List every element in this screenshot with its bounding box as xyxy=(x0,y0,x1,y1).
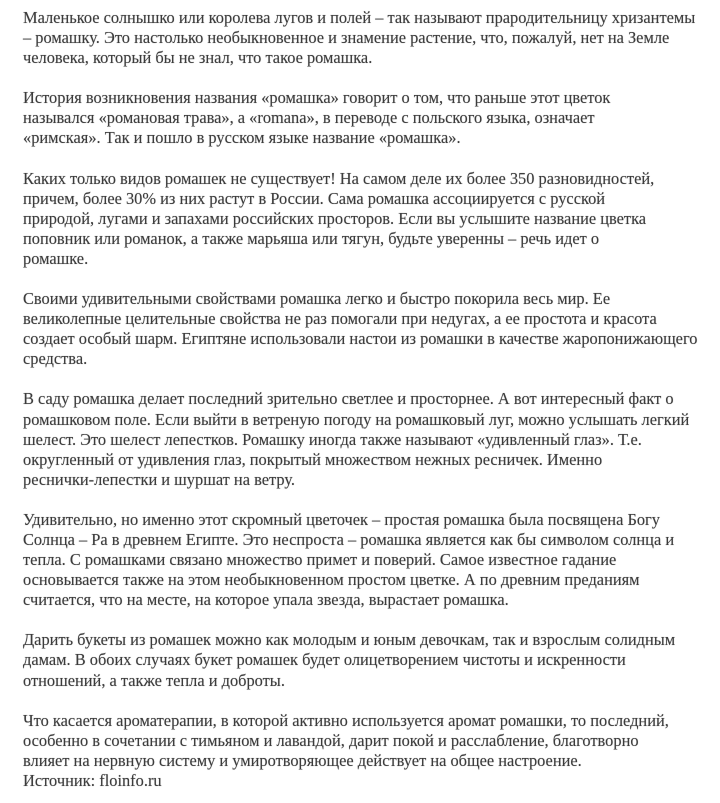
paragraph-3: Каких только видов ромашек не существует! На самом деле их более 350 разновидностей, причем, более 30% из них растут в России. Сама ромашка ассоциируется с русской природой, лугами и запахами российских просторов. Если вы услышите название цветка поповник или романок, а также марьяша или тягун, будьте уверенны – речь идет о ромашке. xyxy=(23,168,655,268)
paragraph-1: Маленькое солнышко или королева лугов и полей – так называют прародительницу хризантемы – ромашку. Это настолько необыкновенное и знамение растение, что, пожалуй, нет на Земле человека, который бы не знал, что такое ромашка. xyxy=(23,8,696,68)
paragraph-2: История возникновения названия «ромашка» говорит о том, что раньше этот цветок назывался «романовая трава», а «romana», в переводе с польского языка, означает «римская». Так и пошло в русском языке название «ромашка». xyxy=(23,88,611,148)
source-attribution: Источник: floinfo.ru xyxy=(23,770,162,790)
paragraph-6: Удивительно, но именно этот скромный цветочек – простая ромашка была посвящена Богу Солнца – Ра в древнем Египте. Это неспроста – ромашка является как бы символом солнца и тепла. С ромашками связано множество примет и поверий. Самое известное гадание основывается также на этом необыкновенном простом цветке. А по древним преданиям считается, что на месте, на которое упала звезда, вырастает ромашка. xyxy=(23,509,675,610)
paragraph-5: В саду ромашка делает последний зрительно светлее и просторнее. А вот интересный факт о ромашковом поле. Если выйти в ветреную погоду на ромашковый луг, можно услышать легкий шелест. Это шелест лепестков. Ромашку иногда также называют «удивленный глаз». Т.е. округленный от удивления глаз, покрытый множеством нежных ресничек. Именно реснички-лепестки и шуршат на ветру. xyxy=(23,389,690,489)
paragraph-4: Своими удивительными свойствами ромашка легко и быстро покорила весь мир. Ее великолепные целительные свойства не раз помогали при недугах, а ее простота и красота создает особый шарм. Египтяне использовали настои из ромашки в качестве жаропонижающего средства. xyxy=(23,289,698,369)
paragraph-8: Что касается ароматерапии, в которой активно используется аромат ромашки, то последний, особенно в сочетании с тимьяном и лавандой, дарит покой и расслабление, благотворно влияет на нервную систему и умиротворяющее действует на общее настроение. xyxy=(23,710,669,770)
paragraph-7: Дарить букеты из ромашек можно как молодым и юным девочкам, так и взрослым солидным дамам. В обоих случаях букет ромашек будет олицетворением чистоты и искренности отношений, а также тепла и доброты. xyxy=(23,630,676,690)
article-body xyxy=(23,8,713,791)
